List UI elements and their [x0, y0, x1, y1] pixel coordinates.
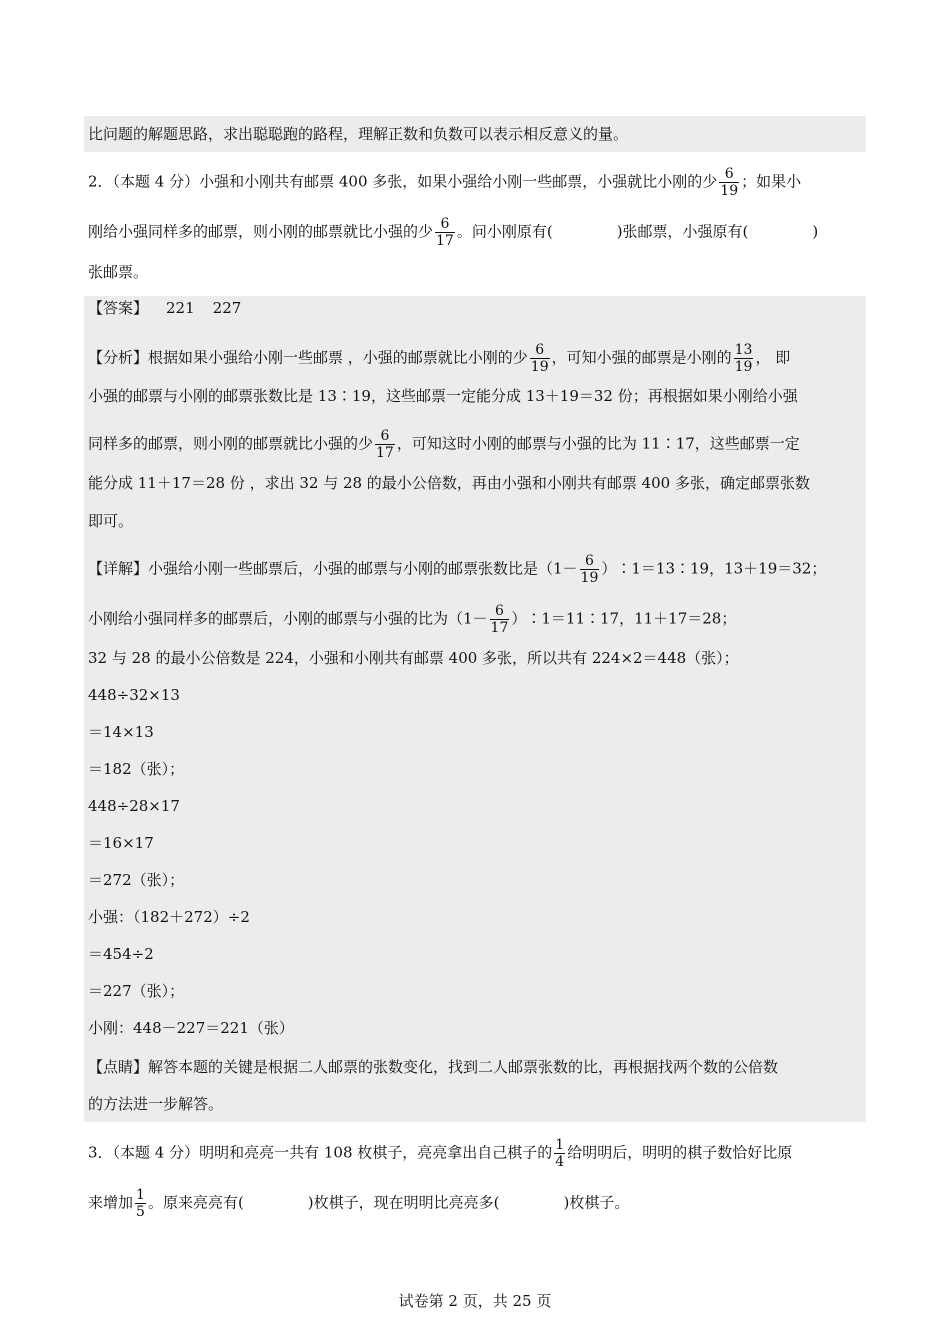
- q3-line-1: 3．（本题 4 分）明明和亮亮一共有 108 枚棋子，亮亮拿出自己棋子的 $\frac{1}{4}$ 给明明后，明明的棋子数恰好比原: [88, 1137, 793, 1170]
- fraction: $\frac{6}{17}$: [490, 603, 509, 636]
- q2-line-1: 2．（本题 4 分）小强和小刚共有邮票 400 多张，如果小强给小刚一些邮票，小强就比小刚的少 $\frac{6}{19}$ ；如果小: [88, 166, 802, 199]
- fraction: $\frac{6}{19}$: [720, 166, 739, 199]
- detail-line-6: ＝182（张）；: [88, 760, 185, 778]
- detail-line-1: 【详解】小强给小刚一些邮票后，小强的邮票与小刚的邮票张数比是（1－ $\frac{6}{19}$ ）∶1＝13∶19，13＋19＝32；: [88, 553, 827, 586]
- q3-line-2: 来增加 $\frac{1}{5}$ 。原来亮亮有( )枚棋子，现在明明比亮亮多( )枚棋子。: [88, 1187, 630, 1220]
- answer-value-2: 227: [212, 299, 242, 317]
- detail-line-5: ＝14×13: [88, 723, 154, 741]
- analysis-line-3: 同样多的邮票，则小刚的邮票就比小强的少 $\frac{6}{17}$ ，可知这时小刚的邮票与小强的比为 11∶17，这些邮票一定: [88, 428, 800, 461]
- answer-value-1: 221: [166, 299, 195, 317]
- fraction: $\frac{1}{4}$: [555, 1137, 565, 1170]
- analysis-line-1: 【分析】根据如果小强给小刚一些邮票 ，小强的邮票就比小刚的少 $\frac{6}{19}$ ，可知小强的邮票是小刚的 $\frac{13}{19}$ ， 即: [88, 342, 791, 375]
- detail-line-11: ＝454÷2: [88, 945, 154, 963]
- fraction: $\frac{6}{19}$: [530, 342, 549, 375]
- detail-line-13: 小刚：448－227＝221（张）: [88, 1019, 294, 1037]
- analysis-line-4: 能分成 11＋17＝28 份 ，求出 32 与 28 的最小公倍数，再由小强和小刚共有邮票 400 多张，确定邮票张数: [88, 474, 810, 492]
- fraction: $\frac{13}{19}$: [734, 342, 753, 375]
- detail-line-12: ＝227（张）；: [88, 982, 185, 1000]
- comment-line-2: 的方法进一步解答。: [88, 1095, 224, 1113]
- fraction: $\frac{6}{19}$: [580, 553, 599, 586]
- q2-line-2: 刚给小强同样多的邮票，则小刚的邮票就比小强的少 $\frac{6}{17}$ 。问小刚原有( )张邮票，小强原有( ): [88, 216, 819, 249]
- detail-line-2: 小刚给小强同样多的邮票后，小刚的邮票与小强的比为（1－ $\frac{6}{17}$ ）∶1＝11∶17，11＋17＝28；: [88, 603, 737, 636]
- answer-line: 【答案】 221 227: [88, 299, 242, 317]
- detail-line-9: ＝272（张）；: [88, 871, 185, 889]
- q2-line-3: 张邮票。: [88, 263, 149, 281]
- fraction: $\frac{1}{5}$: [136, 1187, 145, 1220]
- solution-shade: [84, 296, 866, 1122]
- detail-line-10: 小强：（182＋272）÷2: [88, 908, 250, 926]
- analysis-line-2: 小强的邮票与小刚的邮票张数比是 13∶19，这些邮票一定能分成 13＋19＝32 份；再根据如果小刚给小强: [88, 387, 798, 405]
- detail-line-8: ＝16×17: [88, 834, 154, 852]
- detail-line-4: 448÷32×13: [88, 686, 180, 704]
- comment-line-1: 【点睛】解答本题的关键是根据二人邮票的张数变化，找到二人邮票张数的比，再根据找两个数的公倍数: [88, 1058, 779, 1076]
- fraction: $\frac{6}{17}$: [376, 428, 394, 461]
- prev-solution-tail: 比问题的解题思路，求出聪聪跑的路程，理解正数和负数可以表示相反意义的量。: [88, 125, 629, 143]
- page-footer: 试卷第 2 页，共 25 页: [398, 1292, 552, 1310]
- detail-line-3: 32 与 28 的最小公倍数是 224，小强和小刚共有邮票 400 多张，所以共有 224×2＝448（张）；: [88, 649, 739, 667]
- analysis-line-5: 即可。: [88, 512, 134, 530]
- detail-line-7: 448÷28×17: [88, 797, 180, 815]
- fraction: $\frac{6}{17}$: [436, 216, 454, 249]
